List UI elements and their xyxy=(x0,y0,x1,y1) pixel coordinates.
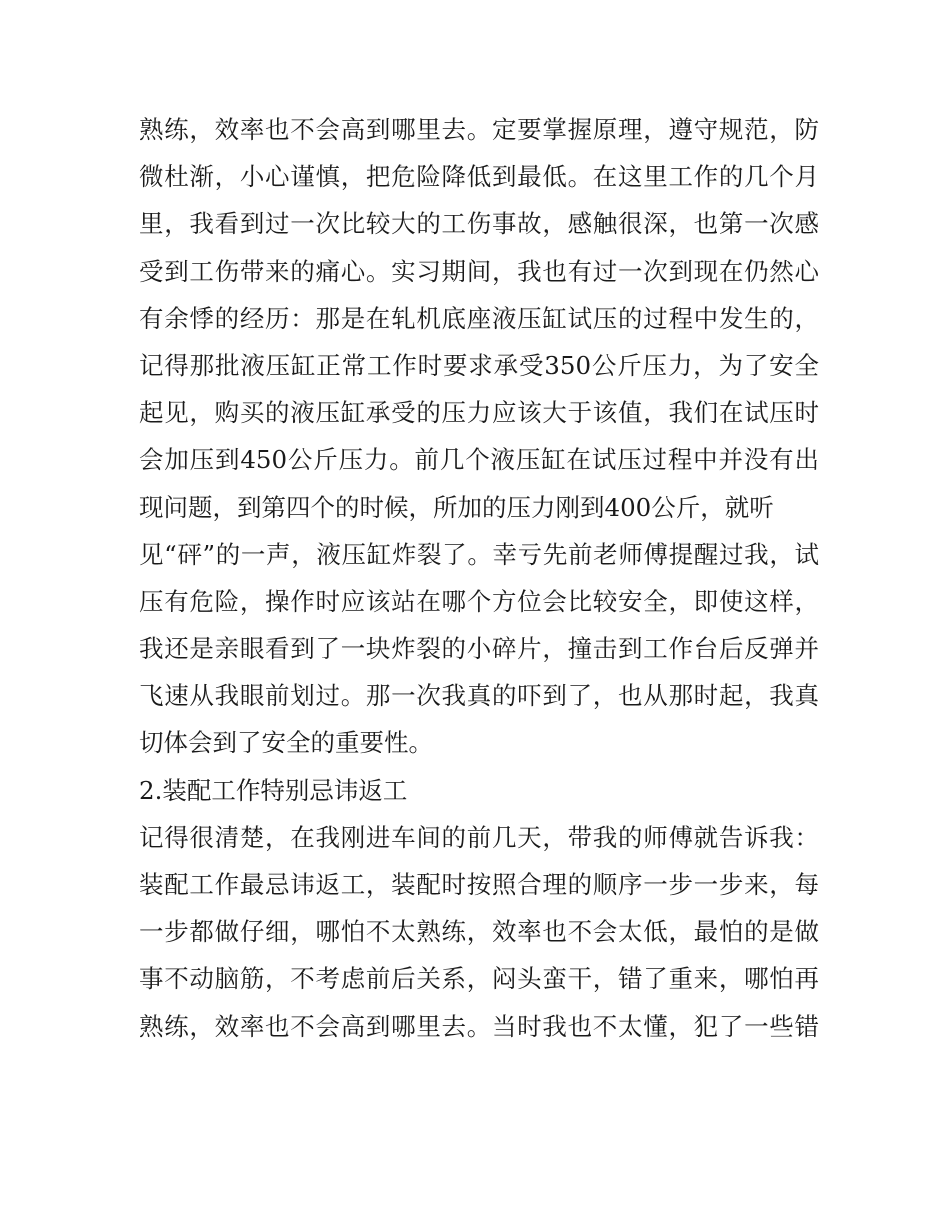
text-line: 会加压到450公斤压力。前几个液压缸在试压过程中并没有出 xyxy=(139,445,819,475)
text-line: 装配工作最忌讳返工，装配时按照合理的顺序一步一步来，每 xyxy=(139,870,819,899)
text-line: 我还是亲眼看到了一块炸裂的小碎片，撞击到工作台后反弹并 xyxy=(139,634,819,664)
text-line: 受到工伤带来的痛心。实习期间，我也有过一次到现在仍然心 xyxy=(139,256,819,286)
document-body xyxy=(139,106,819,1050)
text-line: 熟练，效率也不会高到哪里去。定要掌握原理，遵守规范，防 xyxy=(139,115,819,144)
text-line: 一步都做仔细，哪怕不太熟练，效率也不会太低，最怕的是做 xyxy=(139,917,819,947)
text-line: 见“砰”的一声，液压缸炸裂了。幸亏先前老师傅提醒过我，试 xyxy=(139,539,819,569)
paragraph-last-line: 切体会到了安全的重要性。 xyxy=(139,728,433,758)
text-line: 起见，购买的液压缸承受的压力应该大于该值，我们在试压时 xyxy=(139,398,819,428)
text-line: 飞速从我眼前划过。那一次我真的吓到了，也从那时起，我真 xyxy=(139,681,819,711)
text-line: 有余悸的经历：那是在轧机底座液压缸试压的过程中发生的， xyxy=(139,303,819,333)
section-heading: 2.装配工作特别忌讳返工 xyxy=(139,775,408,805)
text-line: 里，我看到过一次比较大的工伤事故，感触很深，也第一次感 xyxy=(139,209,819,239)
text-line: 熟练，效率也不会高到哪里去。当时我也不太懂，犯了一些错 xyxy=(139,1011,819,1041)
text-line: 现问题，到第四个的时候，所加的压力刚到400公斤，就听 xyxy=(139,492,774,522)
text-line: 微杜渐，小心谨慎，把危险降低到最低。在这里工作的几个月 xyxy=(139,162,819,192)
text-line: 记得那批液压缸正常工作时要求承受350公斤压力，为了安全 xyxy=(139,350,819,380)
text-line: 事不动脑筋，不考虑前后关系，闷头蛮干，错了重来，哪怕再 xyxy=(139,964,819,994)
text-line: 压有危险，操作时应该站在哪个方位会比较安全，即使这样， xyxy=(139,586,819,616)
text-line: 记得很清楚，在我刚进车间的前几天，带我的师傅就告诉我： xyxy=(139,822,819,852)
